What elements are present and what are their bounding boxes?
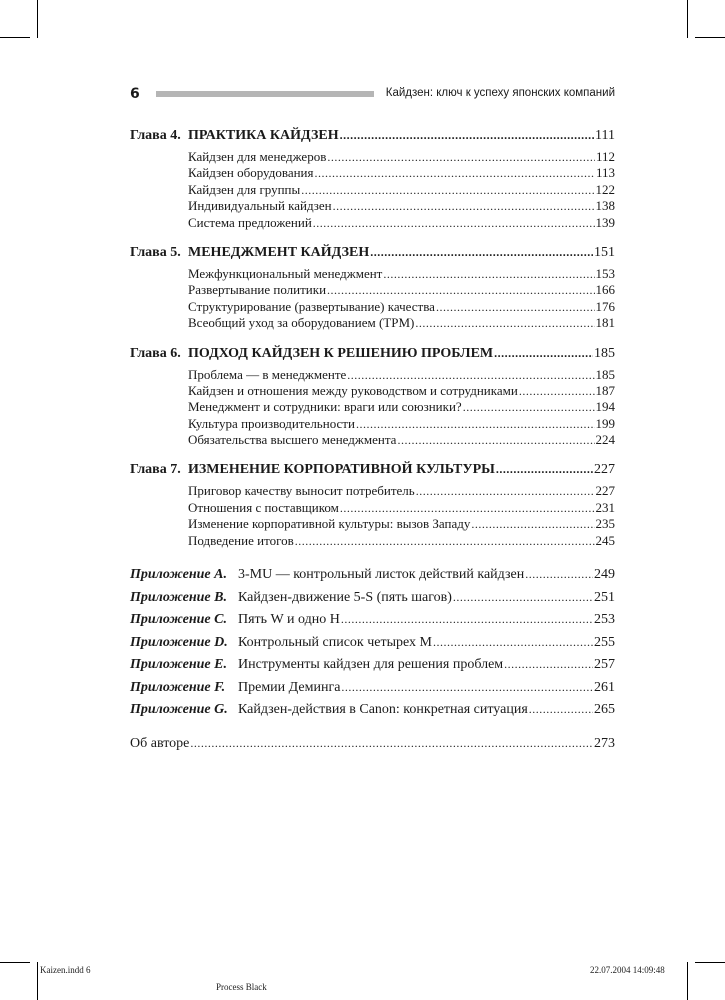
appendix-title: Контрольный список четырех М [238, 634, 432, 650]
leader-dots [433, 631, 593, 654]
section-entry[interactable] [188, 399, 615, 415]
page-number: 6 [130, 86, 140, 102]
leader-dots [341, 676, 593, 699]
section-title: Индивидуальный кайдзен [188, 198, 332, 214]
section-title: Межфункциональный менеджмент [188, 265, 383, 281]
section-title: Кайдзен оборудования [188, 165, 314, 181]
book-title: Кайдзен: ключ к успеху японских компаний [385, 87, 615, 99]
leader-dots [416, 483, 595, 499]
appendix-number: Приложение E. [130, 657, 227, 673]
chapter-block [130, 125, 615, 231]
leader-dots [356, 416, 595, 432]
section-title: Структурирование (развертывание) качества [188, 298, 435, 314]
leader-dots [383, 266, 594, 282]
page-ref: 251 [594, 589, 615, 605]
leader-dots [496, 459, 593, 480]
page-ref: 245 [595, 532, 615, 548]
chapter-block [130, 459, 615, 549]
page-ref: 194 [595, 399, 615, 415]
leader-dots [471, 516, 594, 532]
section-title: Кайдзен для менеджеров [188, 149, 327, 164]
appendix-number: Приложение F. [130, 679, 226, 695]
leader-dots [436, 299, 595, 315]
appendix-number: Приложение B. [130, 589, 227, 605]
page-ref: 235 [595, 516, 615, 532]
table-of-contents [130, 125, 615, 754]
appendix-entry[interactable] [130, 676, 615, 699]
chapter-number: Глава 4. [130, 128, 181, 143]
page-ref: 112 [595, 149, 615, 164]
leader-dots [347, 367, 594, 383]
crop-mark [687, 962, 688, 1000]
page-ref: 113 [595, 165, 615, 181]
chapter-title: МЕНЕДЖМЕНТ КАЙДЗЕН [188, 244, 370, 260]
appendix-title: Кайдзен-движение 5-S (пять шагов) [238, 589, 452, 605]
leader-dots [340, 500, 595, 516]
crop-mark [37, 962, 38, 1000]
page-ref: 227 [595, 483, 615, 499]
section-entry[interactable] [188, 383, 615, 399]
section-entry[interactable] [188, 432, 615, 448]
appendix-number: Приложение A. [130, 567, 227, 583]
leader-dots [397, 432, 594, 448]
chapter-number: Глава 7. [130, 462, 181, 478]
leader-dots [415, 315, 594, 331]
section-entry[interactable] [188, 215, 615, 231]
leader-dots [327, 149, 595, 165]
section-entry[interactable] [188, 266, 615, 282]
leader-dots [333, 198, 595, 214]
section-title: Культура производительности [188, 415, 355, 431]
chapter-entry[interactable] [130, 242, 615, 263]
about-author-title: Об авторе [130, 735, 190, 751]
leader-dots [295, 533, 595, 549]
page-ref: 151 [594, 244, 615, 260]
section-title: Система предложений [188, 214, 312, 230]
section-entry[interactable] [188, 282, 615, 298]
appendix-title: Инструменты кайдзен для решения проблем [238, 657, 504, 673]
section-title: Приговор качеству выносит потребитель [188, 483, 415, 499]
footer-timestamp: 22.07.2004 14:09:48 [590, 965, 665, 975]
section-title: Подведение итогов [188, 532, 294, 548]
section-title: Развертывание политики [188, 282, 327, 298]
crop-mark [695, 37, 725, 38]
section-entry[interactable] [188, 299, 615, 315]
section-entry[interactable] [188, 483, 615, 499]
page-ref: 227 [594, 462, 615, 478]
chapter-title: ИЗМЕНЕНИЕ КОРПОРАТИВНОЙ КУЛЬТУРЫ [188, 462, 495, 478]
section-entry[interactable] [188, 182, 615, 198]
leader-dots [463, 399, 595, 415]
section-entry[interactable] [188, 315, 615, 331]
page-ref: 187 [595, 382, 615, 398]
page-ref: 255 [594, 634, 615, 650]
chapter-title: ПРАКТИКА КАЙДЗЕН [188, 128, 339, 143]
appendix-title: Премии Деминга [238, 679, 341, 695]
section-title: Менеджмент и сотрудники: враги или союзники? [188, 399, 462, 415]
appendix-block [130, 563, 615, 721]
appendix-title: 3-MU — контрольный листок действий кайдзен [238, 567, 525, 583]
section-title: Кайдзен и отношения между руководством и сотрудниками [188, 382, 518, 398]
leader-dots [340, 125, 594, 146]
chapter-entry[interactable] [130, 125, 615, 146]
page-ref: 166 [595, 282, 615, 298]
chapter-title: ПОДХОД КАЙДЗЕН К РЕШЕНИЮ ПРОБЛЕМ [188, 345, 494, 361]
page-ref: 185 [595, 366, 615, 382]
appendix-number: Приложение C. [130, 612, 227, 628]
crop-mark [37, 0, 38, 38]
section-title: Всеобщий уход за оборудованием (TPM) [188, 315, 415, 331]
leader-dots [453, 586, 593, 609]
section-entry[interactable] [188, 416, 615, 432]
section-entry[interactable] [188, 149, 615, 165]
appendix-entry[interactable] [130, 586, 615, 609]
section-entry[interactable] [188, 165, 615, 181]
chapter-block [130, 242, 615, 332]
page-ref: 199 [595, 415, 615, 431]
running-header [130, 86, 615, 104]
page-ref: 153 [595, 265, 615, 281]
leader-dots [519, 383, 595, 399]
leader-dots [327, 282, 594, 298]
leader-dots [313, 215, 595, 231]
leader-dots [504, 653, 593, 676]
page-ref: 176 [595, 298, 615, 314]
leader-dots [301, 182, 594, 198]
section-entry[interactable] [188, 367, 615, 383]
leader-dots [190, 732, 593, 754]
crop-mark [0, 962, 30, 963]
page-ref: 224 [595, 432, 615, 448]
header-rule [156, 91, 374, 97]
section-entry[interactable] [188, 516, 615, 532]
chapter-number: Глава 5. [130, 244, 181, 260]
appendix-number: Приложение D. [130, 634, 228, 650]
page-ref: 273 [594, 735, 615, 751]
section-entry[interactable] [188, 533, 615, 549]
section-title: Кайдзен для группы [188, 181, 301, 197]
crop-mark [0, 37, 30, 38]
leader-dots [529, 698, 593, 721]
footer-color: Process Black [216, 982, 267, 992]
chapter-entry[interactable] [130, 343, 615, 364]
page-ref: 257 [594, 657, 615, 673]
section-title: Проблема — в менеджменте [188, 366, 347, 382]
appendix-title: Пять W и одно H [238, 612, 340, 628]
page-ref: 181 [595, 315, 615, 331]
section-entry[interactable] [188, 198, 615, 214]
appendix-title: Кайдзен-действия в Canon: конкретная ситуация [238, 702, 528, 718]
leader-dots [370, 242, 593, 263]
appendix-entry[interactable] [130, 653, 615, 676]
chapter-number: Глава 6. [130, 345, 181, 361]
leader-dots [314, 165, 594, 181]
section-title: Обязательства высшего менеджмента [188, 432, 397, 448]
chapter-block [130, 343, 615, 449]
appendix-entry[interactable] [130, 563, 615, 586]
leader-dots [494, 343, 593, 364]
appendix-entry[interactable] [130, 631, 615, 654]
page-ref: 253 [594, 612, 615, 628]
page-ref: 249 [594, 567, 615, 583]
page-ref: 138 [595, 198, 615, 214]
chapter-entry[interactable] [130, 459, 615, 480]
footer-file: Kaizen.indd 6 [40, 965, 91, 975]
page-ref: 265 [594, 702, 615, 718]
leader-dots [341, 608, 593, 631]
appendix-entry[interactable] [130, 698, 615, 721]
page-ref: 231 [595, 499, 615, 515]
about-author-entry[interactable] [130, 732, 615, 754]
section-entry[interactable] [188, 500, 615, 516]
page-ref: 139 [595, 214, 615, 230]
leader-dots [525, 563, 593, 586]
crop-mark [687, 0, 688, 38]
appendix-entry[interactable] [130, 608, 615, 631]
page-ref: 185 [594, 345, 615, 361]
page-ref: 122 [595, 181, 615, 197]
page-ref: 111 [595, 128, 615, 143]
crop-mark [695, 962, 725, 963]
appendix-number: Приложение G. [130, 702, 228, 718]
page-ref: 261 [594, 679, 615, 695]
section-title: Отношения с поставщиком [188, 499, 339, 515]
section-title: Изменение корпоративной культуры: вызов Западу [188, 516, 471, 532]
